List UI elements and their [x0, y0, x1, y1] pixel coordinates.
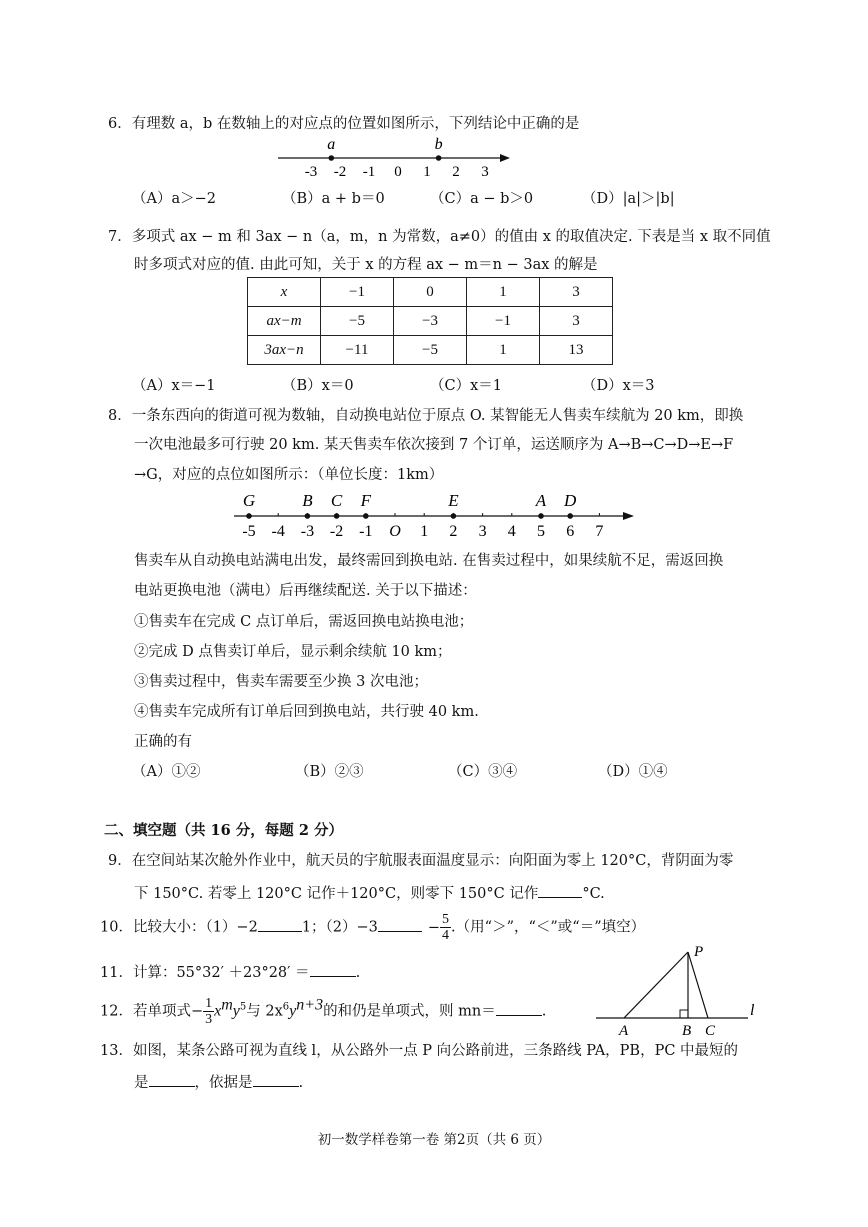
- point-a: [329, 155, 335, 161]
- table-cell: −5: [394, 336, 467, 365]
- tick-label: -5: [242, 523, 256, 540]
- q12-var: y: [289, 1002, 297, 1020]
- q9-unit: °C.: [582, 886, 605, 902]
- q8-line1: 8．一条东西向的街道可视为数轴，自动换电站位于原点 O. 某智能无人售卖车续航为 20 km，即换: [108, 408, 744, 424]
- q11-text-b: .: [355, 965, 361, 981]
- point-e: [451, 513, 457, 519]
- answer-blank[interactable]: [378, 931, 422, 932]
- q9-line2-text: 下 150°C. 若零上 120°C 记作＋120°C，则零下 150°C 记作: [134, 886, 539, 902]
- table-row: [248, 307, 613, 336]
- q6-option-d: （D）|a|＞|b|: [582, 191, 675, 207]
- segment-pa: [624, 952, 688, 1018]
- q12-exp: m: [221, 996, 233, 1014]
- q12-text-d: 与 2x: [246, 1003, 283, 1020]
- q8-line3: →G，对应的点位如图所示：（单位长度：1km）: [134, 467, 444, 483]
- q8-statement-3: ③售卖过程中，售卖车需要至少换 3 次电池；: [134, 674, 428, 690]
- point-label-b: b: [434, 136, 443, 153]
- fraction-denominator: 3: [205, 1012, 213, 1027]
- q8-option-d: （D）①④: [598, 764, 668, 780]
- q13-figure: [590, 938, 770, 1038]
- tick-label: 1: [423, 164, 431, 178]
- q10-fraction: [440, 912, 451, 943]
- point-label-f: F: [360, 491, 371, 510]
- q12-text-f: 的和仍是单项式，则 mn＝: [323, 1003, 496, 1020]
- point-b: [436, 155, 442, 161]
- q7-option-d: （D）x＝3: [582, 378, 655, 394]
- label-p: P: [694, 944, 704, 960]
- label-c: C: [705, 1023, 716, 1038]
- q8-para2: 电站更换电池（满电）后再继续配送. 关于以下描述：: [134, 583, 477, 599]
- answer-blank[interactable]: [310, 976, 356, 977]
- q13-text-a: 是: [134, 1075, 149, 1091]
- q10: [100, 912, 645, 943]
- q6-option-a: （A）a＞−2: [132, 191, 216, 207]
- q11: [100, 961, 360, 982]
- tick-label: -1: [359, 523, 373, 540]
- table-cell: 0: [394, 278, 467, 307]
- q12-text-g: .: [541, 1003, 547, 1020]
- table-row: [248, 278, 613, 307]
- q6-option-b: （B）a + b＝0: [282, 191, 385, 207]
- tick-label: -3: [300, 523, 315, 540]
- q6-stem: 6．有理数 a，b 在数轴上的对应点的位置如图所示，下列结论中正确的是: [108, 116, 580, 132]
- q10-text-a: 10．比较大小：（1）−2: [100, 919, 258, 936]
- point-label-d: D: [564, 491, 577, 510]
- table-cell: −3: [394, 307, 467, 336]
- q12: [100, 996, 546, 1027]
- q10-minus: −: [427, 919, 441, 936]
- point-c: [334, 513, 340, 519]
- point-label-b: B: [302, 491, 313, 510]
- point-b: [305, 513, 311, 519]
- fraction-numerator: 5: [442, 912, 450, 927]
- table-cell: 3: [540, 307, 613, 336]
- q8-statement-2: ②完成 D 点售卖订单后，显示剩余续航 10 km；: [134, 644, 452, 660]
- tick-label: 7: [595, 523, 604, 540]
- q6-number-line: [270, 134, 520, 178]
- answer-blank[interactable]: [149, 1086, 195, 1087]
- tick-label: 6: [566, 523, 575, 540]
- table-cell: 13: [540, 336, 613, 365]
- tick-label: -2: [333, 164, 347, 178]
- point-f: [363, 513, 369, 519]
- tick-label: 3: [478, 523, 487, 540]
- table-row: [248, 336, 613, 365]
- q12-fraction: [203, 996, 214, 1027]
- tick-label: 4: [507, 523, 516, 540]
- q13-text-c: .: [298, 1075, 304, 1091]
- q13-line1: 13．如图，某条公路可视为直线 l，从公路外一点 P 向公路前进，三条路线 PA，PB，PC 中最短的: [100, 1043, 739, 1059]
- point-label-e: E: [448, 491, 459, 510]
- table-cell: −11: [321, 336, 394, 365]
- tick-label: O: [389, 523, 401, 540]
- tick-label: 2: [452, 164, 460, 178]
- table-cell: x: [248, 278, 321, 307]
- q8-statement-4: ④售卖车完成所有订单后回到换电站，共行驶 40 km.: [134, 704, 479, 720]
- q8-statement-1: ①售卖车在完成 C 点订单后，需返回换电站换电池；: [134, 614, 474, 630]
- q8-option-b: （B）②③: [295, 764, 364, 780]
- section-title: 二、填空题（共 16 分，每题 2 分）: [104, 822, 343, 839]
- q9-line2: [134, 882, 605, 903]
- q9-line1: 9．在空间站某次舱外作业中，航天员的宇航服表面温度显示：向阳面为零上 120°C，背阴面为零: [108, 853, 734, 869]
- q8-para1: 售卖车从自动换电站满电出发，最终需回到换电站. 在售卖过程中，如果续航不足，需返回换: [134, 553, 724, 569]
- tick-label: 5: [537, 523, 545, 540]
- tick-label: 3: [481, 164, 489, 178]
- q13-line2: [134, 1071, 303, 1092]
- segment-pc: [688, 952, 708, 1018]
- q13-text-b: ，依据是: [194, 1075, 253, 1091]
- point-g: [246, 513, 252, 519]
- q7-option-c: （C）x＝1: [430, 378, 502, 394]
- label-b: B: [682, 1023, 692, 1038]
- table-cell: −1: [321, 278, 394, 307]
- tick-label: 1: [420, 523, 429, 540]
- table-cell: −1: [467, 307, 540, 336]
- q8-correct-label: 正确的有: [134, 734, 192, 750]
- tick-label: 0: [394, 164, 402, 178]
- q7-line1: 7．多项式 ax − m 和 3ax − n（a，m，n 为常数，a≠0）的值由 x 的取值决定. 下表是当 x 取不同值: [108, 229, 771, 245]
- fraction-numerator: 1: [205, 996, 213, 1011]
- answer-blank[interactable]: [253, 1086, 299, 1087]
- q7-line2: 时多项式对应的值. 由此可知，关于 x 的方程 ax − m＝n − 3ax 的解是: [134, 257, 598, 273]
- q12-var: y: [232, 1002, 240, 1020]
- q7-value-table: [247, 277, 613, 365]
- tick-label: -4: [271, 523, 285, 540]
- tick-label: -1: [362, 164, 376, 178]
- point-label-a: A: [535, 491, 547, 510]
- tick-label: -3: [304, 164, 318, 178]
- point-d: [567, 513, 573, 519]
- tick-label: -2: [329, 523, 344, 540]
- right-angle-mark: [680, 1010, 688, 1018]
- label-l: l: [750, 1002, 755, 1019]
- tick-label: 2: [449, 523, 458, 540]
- point-a: [538, 513, 544, 519]
- q8-line2: 一次电池最多可行驶 20 km. 某天售卖车依次接到 7 个订单，运送顺序为 A→B→C→D→E→F: [134, 437, 734, 453]
- q7-option-b: （B）x＝0: [282, 378, 354, 394]
- q6-option-c: （C）a − b＞0: [430, 191, 534, 207]
- q10-text-b: 1；（2）−3: [301, 919, 378, 936]
- q12-var: x: [214, 1002, 222, 1020]
- point-label-g: G: [242, 491, 256, 510]
- q10-text-d: .（用“＞”，“＜”或“＝”填空）: [451, 919, 646, 936]
- fraction-denominator: 4: [442, 928, 450, 943]
- q12-exp: 6: [282, 1001, 290, 1013]
- answer-blank[interactable]: [258, 931, 302, 932]
- q11-text-a: 11．计算：55°32′ ＋23°28′ ＝: [100, 965, 310, 981]
- table-cell: 3ax−n: [248, 336, 321, 365]
- point-label-c: C: [330, 491, 343, 510]
- q12-text-a: 12．若单项式−: [100, 1003, 204, 1020]
- point-label-a: a: [327, 136, 336, 153]
- page-footer: 初一数学样卷第一卷 第2页（共 6 页）: [317, 1132, 551, 1148]
- table-cell: ax−m: [248, 307, 321, 336]
- q8-option-c: （C）③④: [448, 764, 518, 780]
- table-cell: 1: [467, 336, 540, 365]
- q12-exp: n+3: [296, 996, 324, 1014]
- label-a: A: [619, 1023, 629, 1038]
- table-cell: 1: [467, 278, 540, 307]
- q8-number-line: [226, 487, 646, 545]
- q7-option-a: （A）x＝−1: [132, 378, 216, 394]
- table-cell: 3: [540, 278, 613, 307]
- q12-exp: 5: [239, 1001, 247, 1013]
- q8-option-a: （A）①②: [132, 764, 201, 780]
- table-cell: −5: [321, 307, 394, 336]
- answer-blank[interactable]: [538, 897, 582, 898]
- answer-blank[interactable]: [496, 1015, 542, 1016]
